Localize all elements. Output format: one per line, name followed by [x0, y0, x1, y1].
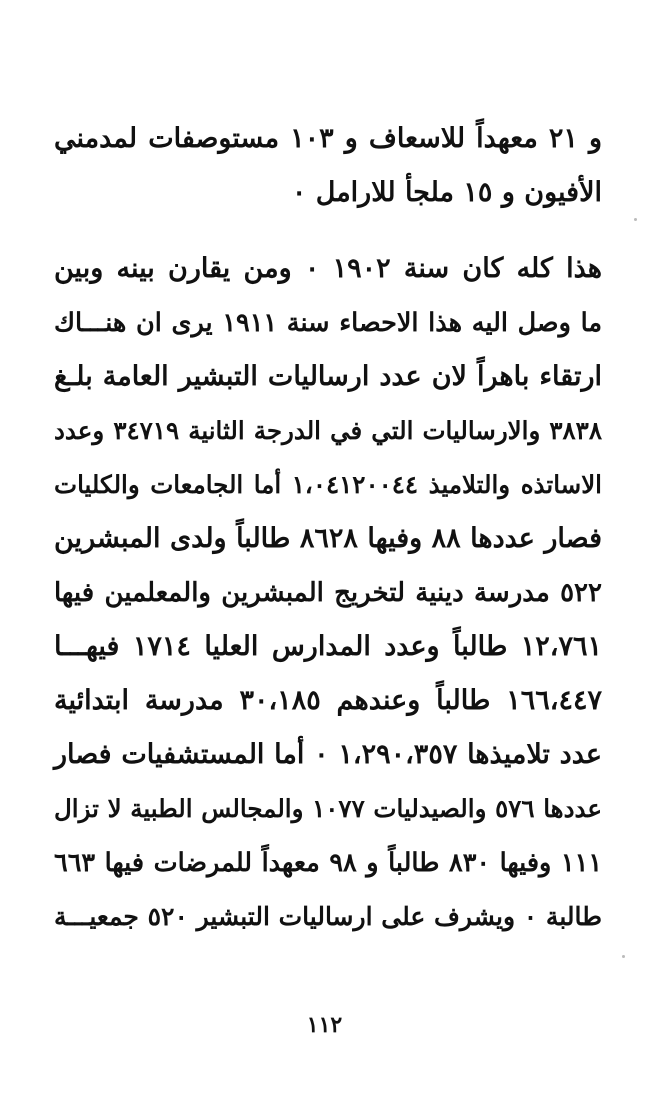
- text-line: و ٢١ معهداً للاسعاف و ١٠٣ مستوصفات لمدمني: [54, 123, 602, 154]
- text-line: عدد تلاميذها ١،٢٩٠،٣٥٧ ٠ أما المستشفيات فصار: [54, 739, 602, 770]
- text-line: الأفيون و ١٥ ملجأ للارامل ٠: [291, 177, 602, 208]
- text-line: ٣٨٣٨ والارساليات التي في الدرجة الثانية ٣٤٧١٩ وعدد: [54, 416, 602, 445]
- text-line: ٥٢٢ مدرسة دينية لتخريج المبشرين والمعلمين فيها: [54, 578, 602, 608]
- text-line: ١٢،٧٦١ طالباً وعدد المدارس العليا ١٧١٤ فيهـــا: [54, 631, 602, 662]
- page-number: ١١٢: [306, 1012, 343, 1038]
- text-line: ١٦٦،٤٤٧ طالباً وعندهم ٣٠،١٨٥ مدرسة ابتدائية: [54, 685, 602, 716]
- text-line: عددها ٥٧٦ والصيدليات ١٠٧٧ والمجالس الطبية لا تزال: [54, 794, 602, 823]
- text-line: هذا كله كان سنة ١٩٠٢ ٠ ومن يقارن بينه وبين: [54, 253, 603, 284]
- scan-speck: [622, 955, 625, 958]
- text-line: فصار عددها ٨٨ وفيها ٨٦٢٨ طالباً ولدى المبشرين: [54, 523, 602, 554]
- text-line: ارتقاء باهراً لان عدد ارساليات التبشير العامة بلـغ: [54, 361, 602, 392]
- scan-speck: [634, 218, 637, 221]
- paragraph-continuation: [54, 112, 602, 220]
- text-line: طالبة ٠ ويشرف على ارساليات التبشير ٥٢٠ جمعيـــة: [54, 902, 602, 931]
- paragraph-statistics: [54, 242, 602, 944]
- text-line: ما وصل اليه هذا الاحصاء سنة ١٩١١ يرى ان هنـــاك: [54, 308, 602, 338]
- text-line: ١١١ وفيها ٨٣٠ طالباً و ٩٨ معهداً للمرضات فيها ٦٦٣: [54, 848, 603, 878]
- text-line: الاساتذه والتلاميذ ١،٠٤١٢٠٠٤٤ أما الجامعات والكليات: [54, 470, 602, 499]
